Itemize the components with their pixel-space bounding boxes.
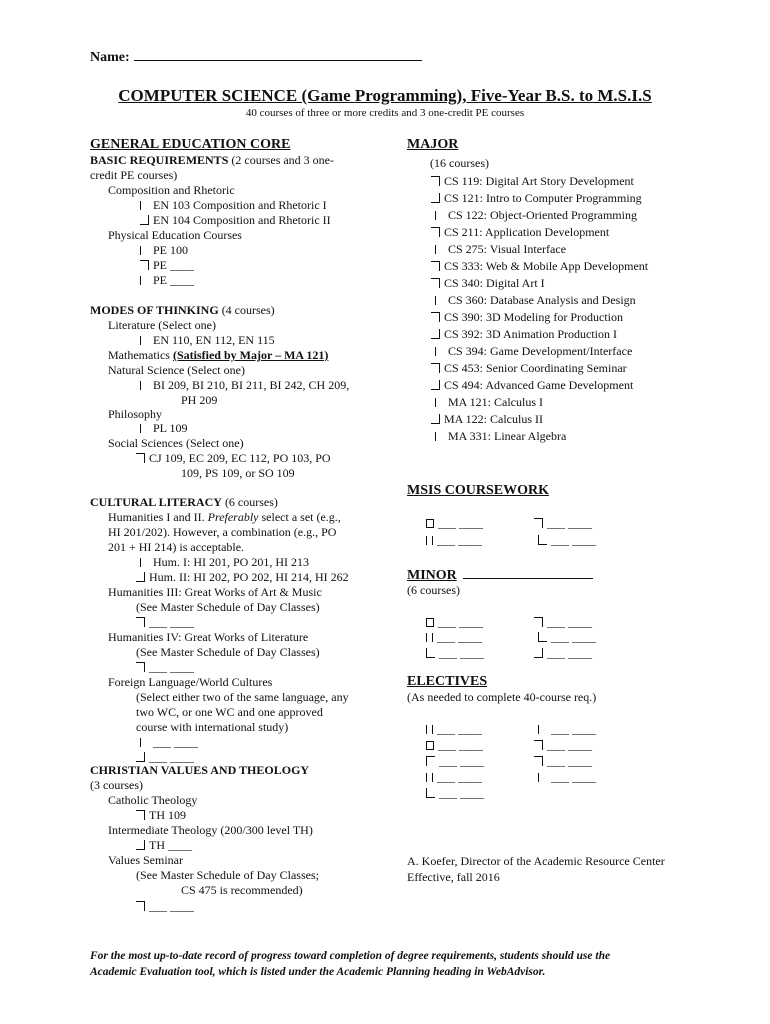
checklist-item[interactable]: [136, 615, 194, 630]
course-label: MA 331: Linear Algebra: [448, 429, 567, 443]
course-label: TH 109: [149, 808, 186, 822]
checkbox-icon[interactable]: [426, 773, 433, 782]
course-label: Hum. II: HI 202, PO 202, HI 214, HI 262: [149, 570, 349, 584]
checkbox-icon[interactable]: [435, 347, 444, 356]
natsci-label: Natural Science (Select one): [108, 363, 245, 377]
humanities-desc-2: HI 201/202). However, a combination (e.g., PO: [108, 525, 337, 539]
math-satisfied: (Satisfied by Major – MA 121): [172, 348, 329, 362]
course-blank: ___ ____: [547, 646, 592, 660]
minor-blank-line[interactable]: [463, 566, 593, 579]
checkbox-icon[interactable]: [140, 276, 149, 285]
checkbox-icon[interactable]: [426, 756, 435, 766]
checkbox-icon[interactable]: [140, 558, 149, 567]
basic-req-line: [90, 153, 334, 168]
course-blank: ___ ____: [153, 735, 198, 749]
course-label: CJ 109, EC 209, EC 112, PO 103, PO: [149, 451, 331, 465]
course-label: CS 390: 3D Modeling for Production: [444, 310, 623, 324]
checkbox-icon[interactable]: [435, 245, 444, 254]
course-label: EN 110, EN 112, EN 115: [153, 333, 275, 347]
checklist-item[interactable]: [534, 738, 592, 753]
course-label: MA 122: Calculus II: [444, 412, 543, 426]
effective-date: Effective, fall 2016: [407, 870, 500, 884]
checkbox-icon[interactable]: [140, 424, 149, 433]
socsci-label: Social Sciences (Select one): [108, 436, 244, 450]
checkbox-icon[interactable]: [136, 752, 145, 762]
basic-req-note-2: credit PE courses): [90, 168, 178, 182]
course-blank: ___ ____: [437, 770, 482, 784]
name-field: [90, 46, 422, 66]
checkbox-icon[interactable]: [534, 518, 543, 528]
values-note-1: (See Master Schedule of Day Classes;: [136, 868, 319, 882]
checkbox-icon[interactable]: [136, 662, 145, 672]
course-blank: ___ ____: [149, 660, 194, 674]
course-label: CS 275: Visual Interface: [448, 242, 567, 256]
checklist-item[interactable]: [538, 770, 596, 785]
humanities-desc-1: [108, 510, 341, 525]
checklist-item[interactable]: [538, 630, 596, 645]
course-blank: ___ ____: [437, 533, 482, 547]
checkbox-icon[interactable]: [140, 260, 149, 270]
page-subtitle: 40 courses of three or more credits and 3 one-credit PE courses: [245, 107, 525, 119]
humanities-text: select a set (e.g.,: [258, 510, 341, 524]
math-label: Mathematics: [108, 348, 173, 362]
christian-note: (3 courses): [90, 778, 143, 792]
checkbox-icon[interactable]: [538, 773, 547, 782]
checkbox-icon[interactable]: [136, 810, 145, 820]
checkbox-icon[interactable]: [431, 312, 440, 322]
checklist-item[interactable]: [431, 225, 609, 240]
checklist-item[interactable]: [534, 615, 592, 630]
course-label: TH ____: [149, 838, 192, 852]
checklist-item[interactable]: [538, 722, 596, 737]
modes-line: [90, 303, 275, 318]
intermediate-label: Intermediate Theology (200/300 level TH): [108, 823, 313, 837]
course-label: CS 121: Intro to Computer Programming: [444, 191, 642, 205]
basic-req-label: BASIC REQUIREMENTS: [90, 153, 229, 167]
checklist-item[interactable]: [140, 273, 194, 288]
checklist-item[interactable]: [426, 786, 484, 801]
checklist-item[interactable]: [538, 533, 596, 548]
course-label: CS 340: Digital Art I: [444, 276, 545, 290]
checklist-item[interactable]: [136, 660, 194, 675]
course-blank: ___ ____: [437, 722, 482, 736]
values-note-2: CS 475 is recommended): [181, 883, 303, 897]
checkbox-icon[interactable]: [140, 738, 149, 747]
checkbox-icon[interactable]: [426, 741, 434, 750]
major-count: (16 courses): [430, 156, 489, 170]
checkbox-icon[interactable]: [136, 840, 145, 850]
checkbox-icon[interactable]: [140, 201, 149, 210]
philosophy-label: Philosophy: [108, 407, 163, 421]
checklist-item[interactable]: [426, 722, 482, 737]
msis-heading: MSIS COURSEWORK: [407, 483, 549, 498]
course-blank: ___ ____: [149, 615, 194, 629]
course-label: EN 103 Composition and Rhetoric I: [153, 198, 327, 212]
course-blank: ___ ____: [551, 533, 596, 547]
checkbox-icon[interactable]: [136, 453, 145, 463]
cultural-label: CULTURAL LITERACY: [90, 495, 222, 509]
checkbox-icon[interactable]: [431, 227, 440, 237]
hum-iii-note: (See Master Schedule of Day Classes): [136, 600, 320, 614]
minor-count: (6 courses): [407, 583, 460, 597]
checkbox-icon[interactable]: [426, 725, 433, 734]
checklist-item[interactable]: [431, 378, 633, 393]
checkbox-icon[interactable]: [534, 648, 543, 658]
course-label: CS 392: 3D Animation Production I: [444, 327, 618, 341]
foreign-note-2: two WC, or one WC and one approved: [136, 705, 323, 719]
natsci-options-cont: PH 209: [181, 393, 218, 407]
modes-note: (4 courses): [218, 303, 275, 317]
course-blank: ___ ____: [437, 630, 482, 644]
checklist-item[interactable]: [140, 333, 275, 348]
course-label: CS 394: Game Development/Interface: [448, 344, 633, 358]
checklist-item[interactable]: [140, 258, 194, 273]
major-heading: MAJOR: [407, 137, 459, 152]
checkbox-icon[interactable]: [140, 215, 149, 225]
checklist-item[interactable]: [136, 838, 192, 853]
checkbox-icon[interactable]: [435, 432, 444, 441]
checklist-item[interactable]: [140, 198, 327, 213]
checkbox-icon[interactable]: [435, 398, 444, 407]
checklist-item[interactable]: [431, 361, 627, 376]
minor-heading: MINOR: [407, 568, 457, 583]
checkbox-icon[interactable]: [140, 246, 149, 255]
course-label: EN 104 Composition and Rhetoric II: [153, 213, 331, 227]
checkbox-icon[interactable]: [431, 329, 440, 339]
checklist-item[interactable]: [426, 533, 482, 548]
course-blank: ___ ____: [547, 615, 592, 629]
math-line: [108, 348, 328, 363]
christian-label: CHRISTIAN VALUES AND THEOLOGY: [90, 763, 310, 777]
hum-iv-label: Humanities IV: Great Works of Literature: [108, 630, 309, 644]
checklist-item[interactable]: [431, 259, 648, 274]
humanities-emphasis: Preferably: [207, 510, 259, 524]
checkbox-icon[interactable]: [431, 278, 440, 288]
checklist-item[interactable]: [435, 344, 632, 359]
checklist-item[interactable]: [426, 770, 482, 785]
checklist-item[interactable]: [534, 516, 592, 531]
course-label: BI 209, BI 210, BI 211, BI 242, CH 209,: [153, 378, 350, 392]
checklist-item[interactable]: [431, 191, 642, 206]
course-label: PE 100: [153, 243, 189, 257]
course-blank: ___ ____: [149, 750, 194, 764]
checklist-item[interactable]: [140, 421, 188, 436]
checklist-item[interactable]: [426, 516, 483, 531]
course-label: Hum. I: HI 201, PO 201, HI 213: [153, 555, 309, 569]
checkbox-icon[interactable]: [538, 535, 547, 545]
checklist-item[interactable]: [431, 276, 545, 291]
course-blank: ___ ____: [439, 754, 484, 768]
checkbox-icon[interactable]: [426, 633, 433, 642]
checkbox-icon[interactable]: [426, 519, 434, 528]
course-blank: ___ ____: [149, 899, 194, 913]
gen-ed-heading: GENERAL EDUCATION CORE: [90, 137, 291, 152]
checklist-item[interactable]: [431, 174, 634, 189]
electives-heading: ELECTIVES: [407, 674, 488, 689]
checklist-item[interactable]: [534, 646, 592, 661]
course-label: CS 211: Application Development: [444, 225, 610, 239]
checklist-item[interactable]: [431, 310, 623, 325]
pe-label: Physical Education Courses: [108, 228, 242, 242]
course-blank: ___ ____: [547, 754, 592, 768]
foreign-note-3: course with international study): [136, 720, 289, 734]
checkbox-icon[interactable]: [426, 788, 435, 798]
course-label: CS 122: Object-Oriented Programming: [448, 208, 637, 222]
cultural-line: [90, 495, 278, 510]
course-label: CS 453: Senior Coordinating Seminar: [444, 361, 627, 375]
checkbox-icon[interactable]: [538, 632, 547, 642]
cultural-note: (6 courses): [221, 495, 278, 509]
course-blank: ___ ____: [547, 738, 592, 752]
course-blank: ___ ____: [551, 722, 596, 736]
checkbox-icon[interactable]: [431, 414, 440, 424]
course-label: CS 360: Database Analysis and Design: [448, 293, 636, 307]
checklist-item[interactable]: [426, 646, 484, 661]
checkbox-icon[interactable]: [534, 740, 543, 750]
page-title: COMPUTER SCIENCE (Game Programming), Five-Year B.S. to M.S.I.S: [118, 86, 652, 105]
checklist-item[interactable]: [435, 208, 637, 223]
literature-label: Literature (Select one): [108, 318, 216, 332]
checklist-item[interactable]: [426, 738, 483, 753]
checkbox-icon[interactable]: [431, 363, 440, 373]
checklist-item[interactable]: [136, 808, 186, 823]
checklist-item[interactable]: [140, 735, 198, 750]
checkbox-icon[interactable]: [431, 176, 440, 186]
humanities-desc-3: 201 + HI 214) is acceptable.: [108, 540, 245, 554]
checklist-item[interactable]: [426, 615, 483, 630]
checkbox-icon[interactable]: [435, 296, 444, 305]
checkbox-icon[interactable]: [136, 901, 145, 911]
course-blank: ___ ____: [547, 516, 592, 530]
checkbox-icon[interactable]: [534, 617, 543, 627]
checklist-item[interactable]: [140, 378, 349, 393]
hum-iv-note: (See Master Schedule of Day Classes): [136, 645, 320, 659]
course-blank: ___ ____: [438, 738, 483, 752]
checkbox-icon[interactable]: [534, 756, 543, 766]
course-label: CS 494: Advanced Game Development: [444, 378, 634, 392]
checklist-item[interactable]: [136, 570, 349, 585]
checkbox-icon[interactable]: [431, 261, 440, 271]
checkbox-icon[interactable]: [431, 193, 440, 203]
checklist-item[interactable]: [136, 451, 331, 466]
checklist-item[interactable]: [435, 242, 566, 257]
checkbox-icon[interactable]: [140, 381, 149, 390]
checkbox-icon[interactable]: [435, 211, 444, 220]
humanities-text: Humanities I and II.: [108, 510, 208, 524]
checklist-item[interactable]: [534, 754, 592, 769]
course-blank: ___ ____: [438, 615, 483, 629]
checklist-item[interactable]: [426, 630, 482, 645]
checkbox-icon[interactable]: [426, 618, 434, 627]
foreign-note-1: (Select either two of the same language, any: [136, 690, 349, 704]
course-blank: ___ ____: [551, 630, 596, 644]
course-label: PL 109: [153, 421, 188, 435]
composition-label: Composition and Rhetoric: [108, 183, 235, 197]
hum-iii-label: Humanities III: Great Works of Art & Music: [108, 585, 322, 599]
director-line: A. Koefer, Director of the Academic Resource Center: [407, 854, 665, 868]
checklist-item[interactable]: [140, 243, 188, 258]
course-label: PE ____: [153, 273, 195, 287]
checklist-item[interactable]: [435, 429, 566, 444]
checkbox-icon[interactable]: [426, 648, 435, 658]
checklist-item[interactable]: [431, 327, 617, 342]
electives-note: (As needed to complete 40-course req.): [407, 690, 597, 704]
name-label: Name:: [90, 50, 130, 65]
socsci-options-cont: 109, PS 109, or SO 109: [181, 466, 295, 480]
checklist-item[interactable]: [435, 293, 636, 308]
minor-heading-line: [407, 566, 593, 583]
course-blank: ___ ____: [439, 646, 484, 660]
footer-line-2: Academic Evaluation tool, which is listed under the Academic Planning heading in WebAdvisor.: [90, 966, 546, 978]
checkbox-icon[interactable]: [136, 617, 145, 627]
checkbox-icon[interactable]: [538, 725, 547, 734]
checklist-item[interactable]: [435, 395, 543, 410]
checkbox-icon[interactable]: [431, 380, 440, 390]
checklist-item[interactable]: [136, 899, 194, 914]
course-label: CS 333: Web & Mobile App Development: [444, 259, 649, 273]
values-label: Values Seminar: [108, 853, 183, 867]
modes-label: MODES OF THINKING: [90, 303, 219, 317]
footer-note: [90, 948, 690, 980]
footer-line-1: For the most up-to-date record of progress toward completion of degree requirements, students should use the: [90, 950, 611, 962]
course-blank: ___ ____: [551, 770, 596, 784]
course-label: MA 121: Calculus I: [448, 395, 543, 409]
course-label: PE ____: [153, 258, 195, 272]
catholic-label: Catholic Theology: [108, 793, 198, 807]
basic-req-note: (2 courses and 3 one-: [228, 153, 335, 167]
checklist-item[interactable]: [140, 555, 309, 570]
course-label: CS 119: Digital Art Story Development: [444, 174, 634, 188]
checkbox-icon[interactable]: [426, 536, 433, 545]
course-blank: ___ ____: [438, 516, 483, 530]
course-blank: ___ ____: [439, 786, 484, 800]
name-blank-line: [134, 46, 422, 61]
checklist-item[interactable]: [431, 412, 543, 427]
foreign-label: Foreign Language/World Cultures: [108, 675, 273, 689]
checklist-item[interactable]: [140, 213, 331, 228]
checkbox-icon[interactable]: [140, 336, 149, 345]
checkbox-icon[interactable]: [136, 572, 145, 582]
checklist-item[interactable]: [426, 754, 484, 769]
